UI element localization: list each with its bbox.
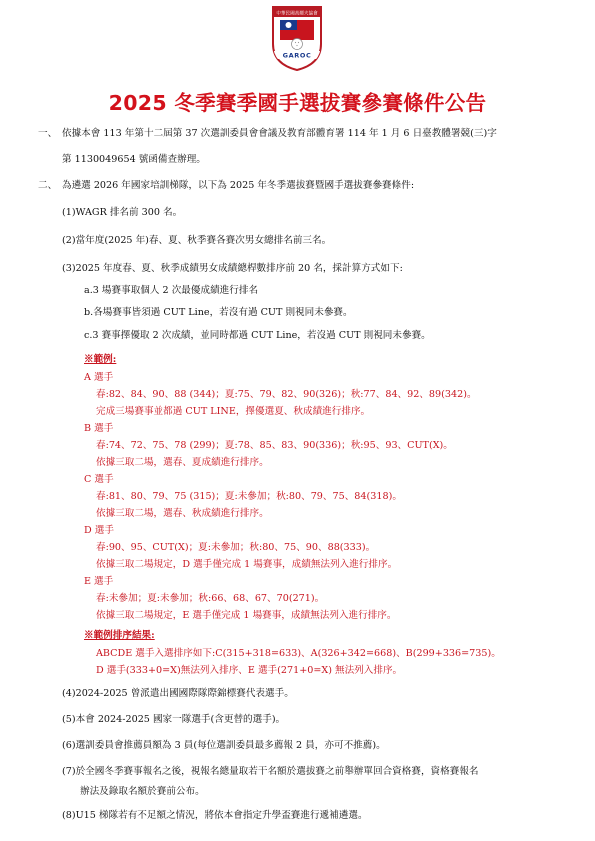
condition-7-line-1: (7)於全國冬季賽事報名之後，視報名總量取若干名額於選拔賽之前舉辦單回合資格賽，資格賽報名 xyxy=(62,766,479,777)
condition-4: (4)2024-2025 曾派遣出國國際隊際錦標賽代表選手。 xyxy=(62,688,294,699)
condition-3: (3)2025 年度春、夏、秋季成績男女成績總桿數排序前 20 名，採計算方式如下: xyxy=(62,263,403,274)
section-1-line-2: 第 1130049654 號函備查辦理。 xyxy=(62,154,206,165)
section-1-line-1: 依據本會 113 年第十二屆第 37 次選訓委員會會議及教育部體育署 114 年 1 月 6 日臺教體署競(三)字 xyxy=(62,128,497,139)
example-player-d-note: 依據三取二場規定，D 選手僅完成 1 場賽事，成績無法列入進行排序。 xyxy=(96,559,398,570)
example-player-c-note: 依據三取二場，選春、秋成績進行排序。 xyxy=(96,508,269,519)
example-player-a-label: A 選手 xyxy=(84,372,114,383)
section-1-number: 一、 xyxy=(38,128,58,139)
example-player-d-label: D 選手 xyxy=(84,525,114,536)
example-ranking-line-2: D 選手(333+0=X)無法列入排序、E 選手(271+0=X) 無法列入排序。 xyxy=(96,665,403,676)
logo-letters: GAROC xyxy=(282,51,312,60)
condition-3c: c.3 賽事擇優取 2 次成績，並同時都過 CUT Line，若沒過 CUT 則視同未參賽。 xyxy=(84,330,431,341)
page-title: 2025 冬季賽季國手選拔賽參賽條件公告 xyxy=(108,91,487,115)
condition-6: (6)選訓委員會推薦員額為 3 員(每位選訓委員最多薦報 2 員，亦可不推薦)。 xyxy=(62,740,386,751)
example-player-b-scores: 春:74、72、75、78 (299)；夏:78、85、83、90(336)；秋:95、93、CUT(X)。 xyxy=(96,440,453,451)
association-logo xyxy=(270,4,324,72)
condition-1: (1)WAGR 排名前 300 名。 xyxy=(62,207,183,218)
example-heading: ※範例: xyxy=(84,354,117,365)
example-player-d-scores: 春:90、95、CUT(X)；夏:未參加；秋:80、75、90、88(333)。 xyxy=(96,542,376,553)
example-player-a-scores: 春:82、84、90、88 (344)；夏:75、79、82、90(326)；秋:77、84、92、89(342)。 xyxy=(96,389,477,400)
example-player-b-label: B 選手 xyxy=(84,423,114,434)
section-2-number: 二、 xyxy=(38,180,58,191)
shield-emblem-icon xyxy=(270,4,324,72)
example-player-e-label: E 選手 xyxy=(84,576,114,587)
example-player-e-note: 依據三取二場規定，E 選手僅完成 1 場賽事，成績無法列入進行排序。 xyxy=(96,610,397,621)
example-ranking-line-1: ABCDE 選手入選排序如下:C(315+318=633)、A(326+342=668)、B(299+336=735)。 xyxy=(96,648,501,659)
condition-8: (8)U15 梯隊若有不足額之情況，將依本會指定升學盃賽進行遞補遴選。 xyxy=(62,810,368,821)
example-player-a-note: 完成三場賽事並都過 CUT LINE，擇優選夏、秋成績進行排序。 xyxy=(96,406,371,417)
condition-3a: a.3 場賽事取個人 2 次最優成績進行排名 xyxy=(84,285,259,296)
condition-2: (2)當年度(2025 年)春、夏、秋季賽各賽次男女總排名前三名。 xyxy=(62,235,332,246)
logo-top-text: 中華民國高爾夫協會 xyxy=(276,11,318,17)
example-ranking-heading: ※範例排序結果: xyxy=(84,630,155,641)
example-player-e-scores: 春:未參加；夏:未參加；秋:66、68、67、70(271)。 xyxy=(96,593,325,604)
condition-7-line-2: 辦法及錄取名額於賽前公布。 xyxy=(80,786,205,797)
condition-3b: b.各場賽事皆須過 CUT Line，若沒有過 CUT 則視同未參賽。 xyxy=(84,307,353,318)
section-2-intro: 為遴選 2026 年國家培訓梯隊，以下為 2025 年冬季選拔賽暨國手選拔賽參賽條件: xyxy=(62,180,415,191)
example-player-b-note: 依據三取二場，選春、夏成績進行排序。 xyxy=(96,457,269,468)
condition-5: (5)本會 2024-2025 國家一隊選手(含更替的選手)。 xyxy=(62,714,286,725)
example-player-c-label: C 選手 xyxy=(84,474,114,485)
example-player-c-scores: 春:81、80、79、75 (315)；夏:未參加；秋:80、79、75、84(318)。 xyxy=(96,491,402,502)
